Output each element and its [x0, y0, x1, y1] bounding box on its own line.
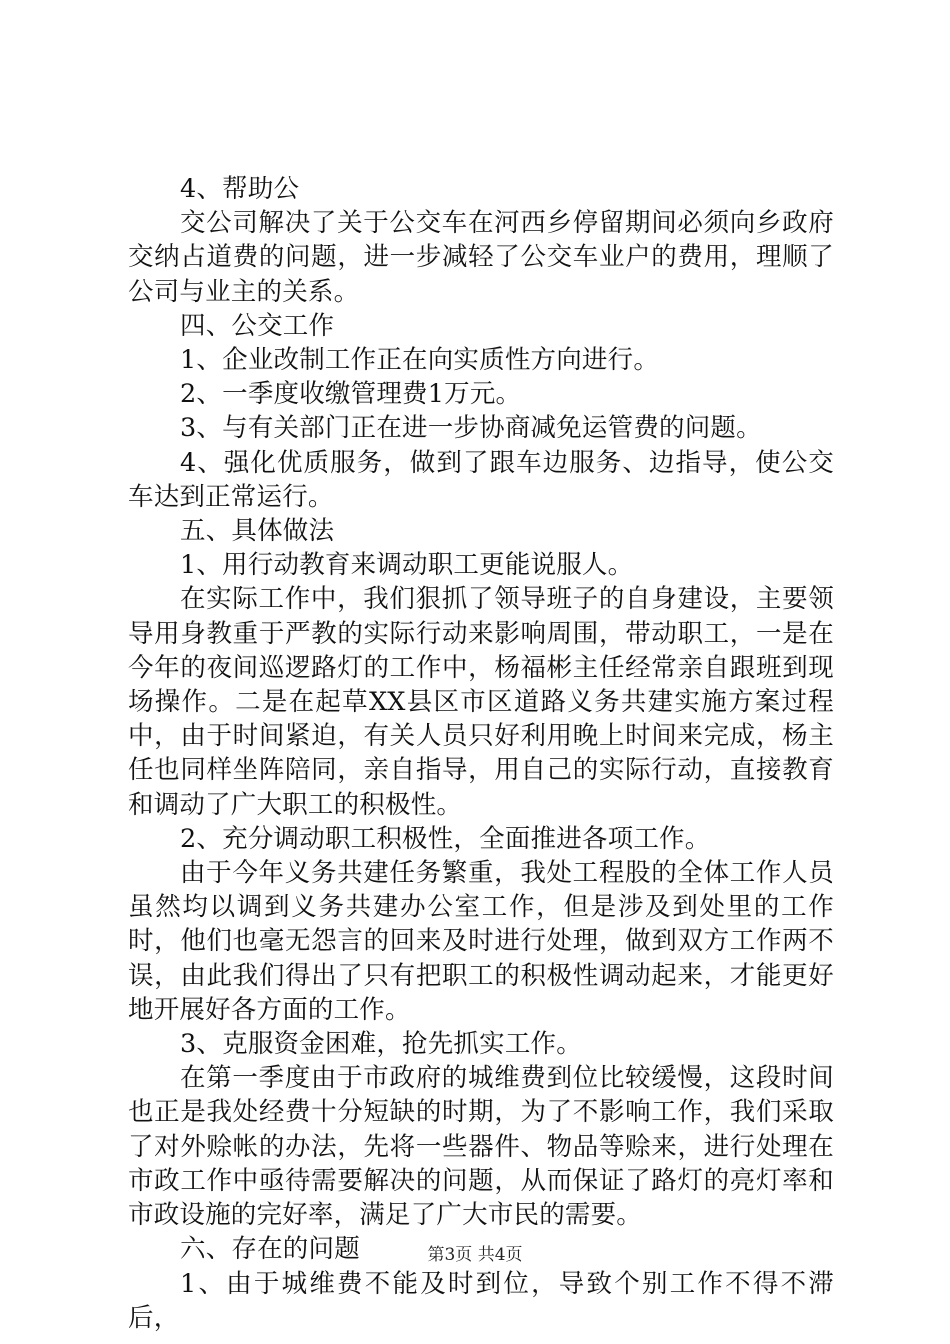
paragraph: 五、具体做法 [180, 516, 335, 547]
paragraph: 2、充分调动职工积极性，全面推进各项工作。 [180, 823, 711, 854]
page-footer [0, 1244, 950, 1266]
paragraph: 四、公交工作 [180, 310, 335, 341]
paragraph: 1、用行动教育来调动职工更能说服人。 [180, 550, 634, 581]
paragraph: 1、由于城维费不能及时到位，导致个别工作不得不滞后， [128, 1268, 834, 1333]
paragraph: 六、存在的问题 [180, 1234, 360, 1265]
page-number-label: 第3页 共4页 [427, 1245, 523, 1265]
paragraph: 在第一季度由于市政府的城维费到位比较缓慢，这段时间也正是我处经费十分短缺的时期，为了不影响工作，我们采取了对外赊帐的办法，先将一些器件、物品等赊来，进行处理在市政工作中亟待需要解决的问题，从而保证了路灯的亮灯率和市政设施的完好率，满足了广大市民的需要。 [128, 1063, 834, 1231]
paragraph: 4、强化优质服务，做到了跟车边服务、边指导，使公交车达到正常运行。 [128, 447, 834, 512]
document-body [128, 172, 834, 1335]
paragraph: 2、一季度收缴管理费1万元。 [180, 379, 522, 410]
paragraph: 3、克服资金困难，抢先抓实工作。 [180, 1029, 582, 1060]
paragraph: 在实际工作中，我们狠抓了领导班子的自身建设，主要领导用身教重于严教的实际行动来影响周围，带动职工，一是在今年的夜间巡逻路灯的工作中，杨福彬主任经常亲自跟班到现场操作。二是在起草XX县区市区道路义务共建实施方案过程中，由于时间紧迫，有关人员只好利用晚上时间来完成，杨主任也同样坐阵陪同，亲自指导，用自己的实际行动，直接教育和调动了广大职工的积极性。 [128, 584, 834, 820]
paragraph: 1、企业改制工作正在向实质性方向进行。 [180, 345, 660, 376]
paragraph: 4、帮助公 [180, 174, 300, 204]
paragraph: 由于今年义务共建任务繁重，我处工程股的全体工作人员虽然均以调到义务共建办公室工作，但是涉及到处里的工作时，他们也毫无怨言的回来及时进行处理，做到双方工作两不误，由此我们得出了只有把职工的积极性调动起来，才能更好地开展好各方面的工作。 [128, 858, 834, 1025]
paragraph: 交公司解决了关于公交车在河西乡停留期间必须向乡政府交纳占道费的问题，进一步减轻了公交车业户的费用，理顺了公司与业主的关系。 [128, 208, 834, 307]
paragraph: 3、与有关部门正在进一步协商减免运管费的问题。 [180, 413, 762, 444]
